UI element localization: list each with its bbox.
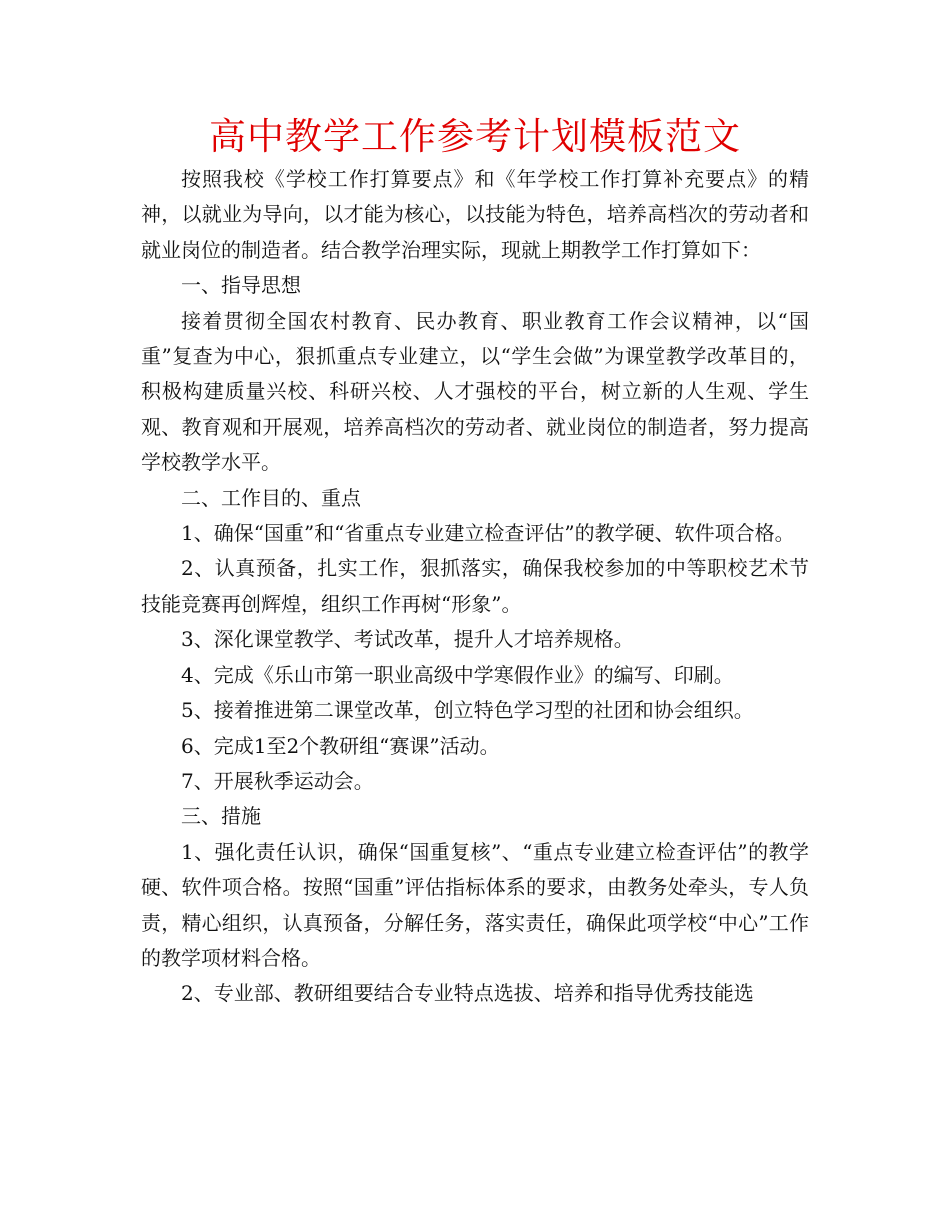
paragraph-guiding-ideology: 接着贯彻全国农村教育、民办教育、职业教育工作会议精神，以“国重”复查为中心，狠抓重点专业建立，以“学生会做”为课堂教学改革目的，积极构建质量兴校、科研兴校、人才强校的平台，树立新的人生观、学生观、教育观和开展观，培养高档次的劳动者、就业岗位的制造者，努力提高学校教学水平。 bbox=[141, 308, 809, 475]
goal-item-2: 2、认真预备，扎实工作，狠抓落实，确保我校参加的中等职校艺术节技能竞赛再创辉煌，组织工作再树“形象”。 bbox=[141, 556, 809, 616]
document-title: 高中教学工作参考计划模板范文 bbox=[209, 115, 741, 158]
measure-item-1: 1、强化责任认识，确保“国重复核”、“重点专业建立检查评估”的教学硬、软件项合格。按照“国重”评估指标体系的要求，由教务处牵头，专人负责，精心组织，认真预备，分解任务，落实责任，确保此项学校“中心”工作的教学项材料合格。 bbox=[141, 839, 809, 970]
heading-guiding-ideology: 一、指导思想 bbox=[181, 273, 301, 298]
goal-item-7: 7、开展秋季运动会。 bbox=[181, 768, 374, 793]
goal-item-1: 1、确保“国重”和“省重点专业建立检查评估”的教学硬、软件项合格。 bbox=[181, 521, 795, 546]
goal-item-3: 3、深化课堂教学、考试改革，提升人才培养规格。 bbox=[181, 627, 634, 652]
heading-measures: 三、措施 bbox=[181, 804, 261, 829]
paragraph-intro: 按照我校《学校工作打算要点》和《年学校工作打算补充要点》的精神，以就业为导向，以才能为核心，以技能为特色，培养高档次的劳动者和就业岗位的制造者。结合教学治理实际，现就上期教学工作打算如下： bbox=[141, 167, 809, 262]
heading-work-goals: 二、工作目的、重点 bbox=[181, 485, 361, 510]
goal-item-6: 6、完成1至2个教研组“赛课”活动。 bbox=[181, 733, 500, 758]
measure-item-2: 2、专业部、教研组要结合专业特点选拔、培养和指导优秀技能选 bbox=[181, 981, 754, 1006]
goal-item-5: 5、接着推进第二课堂改革，创立特色学习型的社团和协会组织。 bbox=[181, 698, 754, 723]
goal-item-4: 4、完成《乐山市第一职业高级中学寒假作业》的编写、印刷。 bbox=[181, 662, 734, 687]
document-body bbox=[141, 162, 809, 1012]
